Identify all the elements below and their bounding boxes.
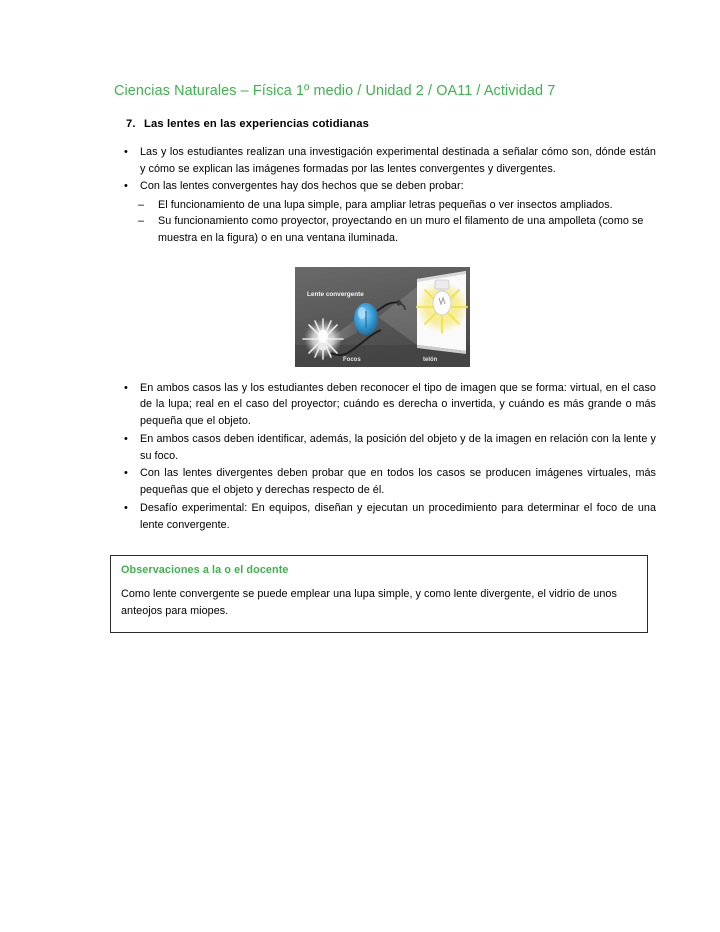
list-item (120, 178, 656, 195)
optics-diagram-figure (295, 267, 470, 367)
observations-title: Observaciones a la o el docente (121, 564, 289, 577)
bullet-list-top (120, 144, 656, 196)
dash-marker-icon: – (138, 215, 145, 228)
list-item (120, 380, 656, 430)
figure-container (108, 267, 656, 367)
list-item (120, 144, 656, 177)
list-item (120, 465, 656, 498)
document-header-breadcrumb: Ciencias Naturales – Física 1º medio / Unidad 2 / OA11 / Actividad 7 (114, 83, 556, 99)
optics-diagram-svg (295, 267, 470, 367)
list-item-text: Las y los estudiantes realizan una investigación experimental destinada a señalar cómo son, dónde están y cómo se explican las imágenes formadas por las lentes convergentes y divergentes. (140, 146, 656, 175)
sub-bullet-list (136, 197, 656, 247)
section-title-text: Las lentes en las experiencias cotidianas (144, 118, 370, 130)
list-item (136, 213, 656, 246)
list-item (120, 431, 656, 464)
bullet-marker-icon: • (124, 146, 128, 158)
bullet-list-bottom (120, 380, 656, 534)
dash-marker-icon: – (138, 198, 145, 211)
bullet-marker-icon: • (124, 381, 128, 394)
converging-lens (354, 303, 378, 335)
section-number: 7. (126, 118, 136, 130)
figure-label-screen: telón (422, 356, 437, 363)
list-item-text: En ambos casos deben identificar, además, la posición del objeto y de la imagen en relación con la lente y su foco. (140, 432, 656, 462)
figure-label-lens: Lente convergente (306, 290, 364, 298)
observations-body: Como lente convergente se puede emplear una lupa simple, y como lente divergente, el vidrio de unos anteojos para miopes. (121, 588, 617, 618)
light-source-lamp (303, 319, 343, 359)
list-item-text: Desafío experimental: En equipos, diseñan y ejecutan un procedimiento para determinar el foco de una lente convergente. (140, 501, 656, 531)
list-item-text: Con las lentes convergentes hay dos hechos que se deben probar: (140, 180, 464, 193)
list-item-text: El funcionamiento de una lupa simple, para ampliar letras pequeñas o ver insectos ampliados. (158, 198, 613, 211)
observations-box (110, 555, 648, 632)
bullet-marker-icon: • (124, 432, 128, 445)
document-content (108, 82, 656, 633)
list-item-text: Su funcionamiento como proyector, proyectando en un muro el filamento de una ampolleta (como se muestra en la figura) o en una ventana iluminada. (158, 215, 644, 244)
list-item-text: Con las lentes divergentes deben probar que en todos los casos se producen imágenes virtuales, más pequeñas que el objeto y derechas respecto de él. (140, 467, 656, 497)
section-title (126, 118, 656, 130)
figure-label-source: Focos (342, 356, 361, 363)
bullet-marker-icon: • (124, 501, 128, 514)
bullet-marker-icon: • (124, 467, 128, 480)
list-item-text: En ambos casos las y los estudiantes deben reconocer el tipo de imagen que se forma: virtual, en el caso de la lupa; real en el caso del proyector; cuándo es derecha o invertida, y cuándo es más grande o más pequeña que el objeto. (140, 381, 656, 428)
list-item (136, 197, 656, 214)
list-item (120, 500, 656, 533)
projected-bulb-image (433, 280, 451, 315)
bullet-marker-icon: • (124, 180, 128, 193)
